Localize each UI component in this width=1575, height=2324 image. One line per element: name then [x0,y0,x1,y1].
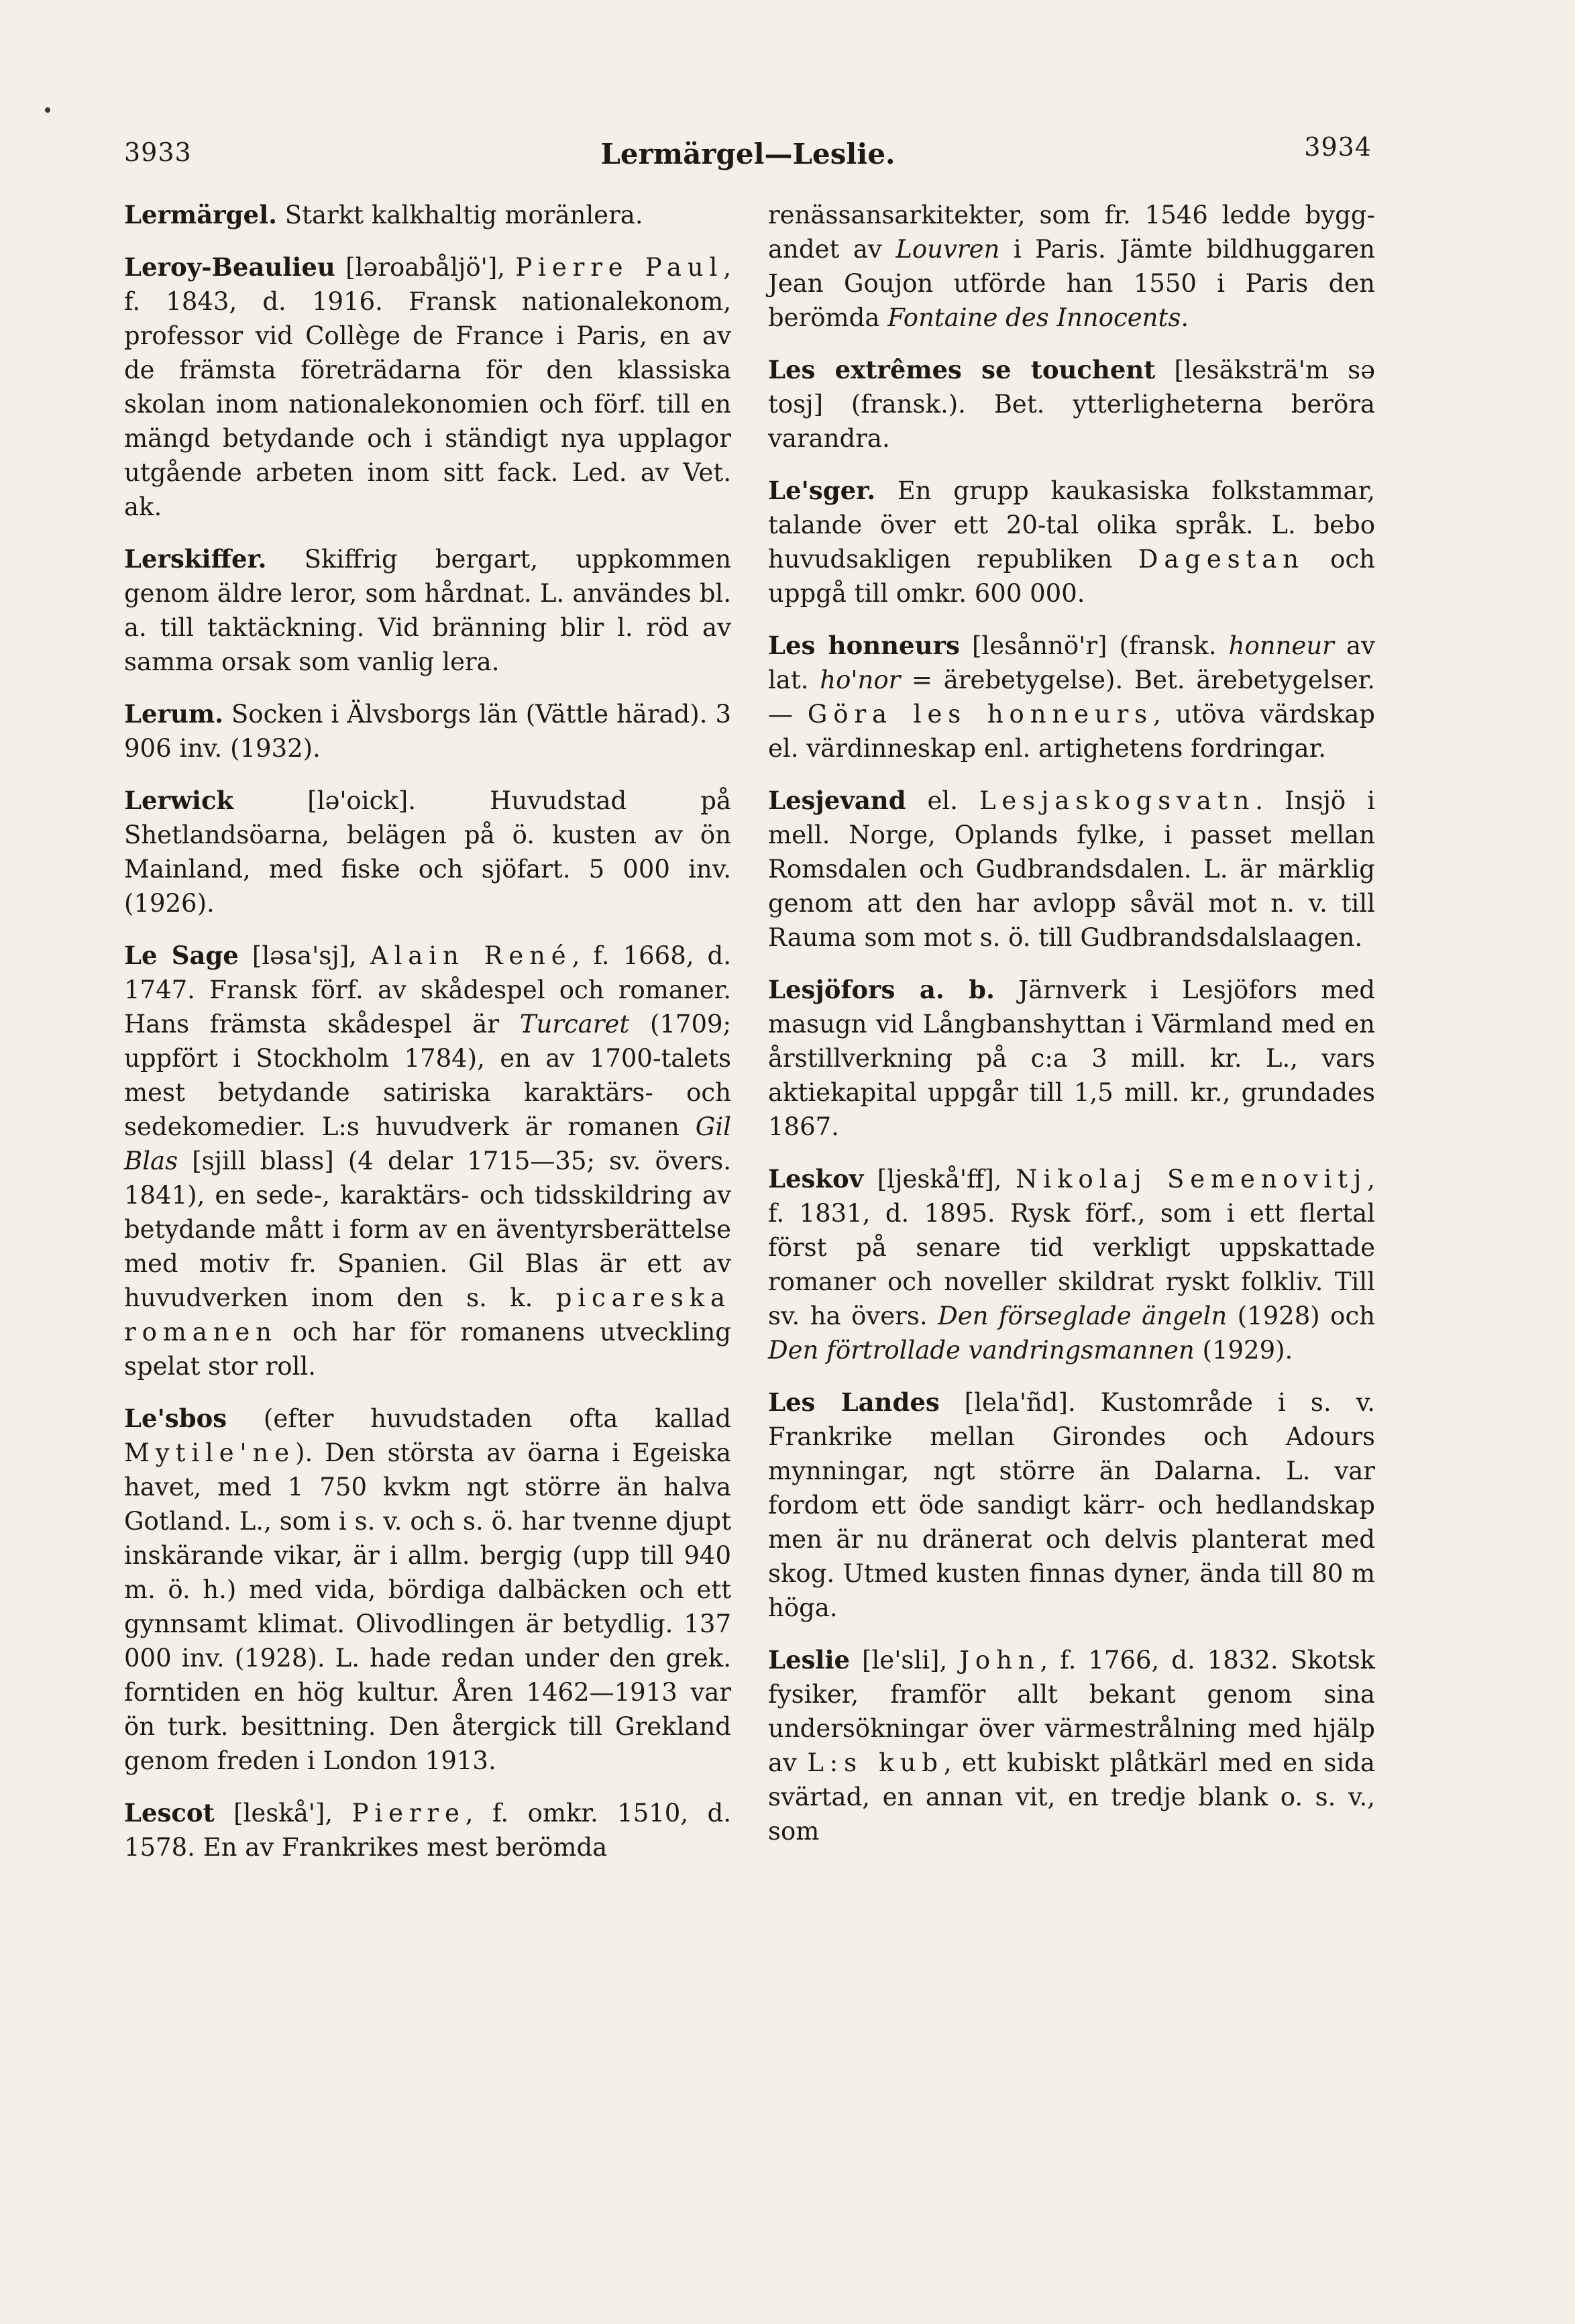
italic-title: Den förseglade ängeln [938,1302,1228,1330]
entry-text: [lesäksträ'm sə tosj] (fransk.). Bet. ytterligheterna beröra varandra. [768,356,1375,453]
spaced-name: Nikolaj Semenovitj [1016,1165,1368,1194]
entry-lesbos [124,1402,731,1778]
entry-text: (1709; uppfört i Stockholm 1784), en av 1700-talets mest betydande satiriska karaktärs- och sedekomedier. L:s huvudverk är romanen [124,1010,732,1141]
spaced-name: Lesjaskogsvatn [979,786,1256,815]
entry-text: = ärebetygelse). Bet. ärebetygelser. — [768,666,1375,729]
italic-title: Den förtrollade vandringsmannen [768,1336,1195,1365]
entry-lerwick [124,784,731,920]
entry-text: [lesånnö'r] (fransk. [959,631,1229,660]
entry-text: , f. 1668, d. 1747. Fransk förf. av skådespel och romaner. Hans främsta skådespel är [124,941,732,1039]
entry-lesger [768,474,1375,611]
entry-text: renässansarkitekter, som fr. 1546 ledde bygg-andet av [768,201,1375,264]
entry-text: (1929). [1194,1336,1293,1365]
entry-lescot-continued [768,198,1375,335]
spaced-name: Pierre Paul [515,253,724,282]
headword: Lesjevand [768,786,906,815]
headword: Les extrêmes se touchent [768,355,1156,384]
italic-title: Louvren [895,235,1000,264]
spaced-term: picareska romanen [124,1283,731,1346]
entry-lermargel [124,198,731,232]
entry-text: , f. 1843, d. 1916. Fransk nationalekonom, professor vid Collège de France i Paris, en av de främsta företrädarna för den klassiska skolan inom nationalekonomien och förf. till en mängd betydande och i ständigt nya upplagor utgående arbeten inom sitt fack. Led. av Vet. ak. [124,253,732,521]
headword: Lerskiffer. [124,544,267,574]
entry-text: , ett kubiskt plåtkärl med en sida svärtad, en annan vit, en tredje blank o. s. v., som [768,1748,1375,1846]
headword: Leskov [768,1164,864,1194]
spaced-name: Alain René [370,941,572,970]
entry-text: [sjill blass] (4 delar 1715—35; sv. övers. 1841), en sede-, karaktärs- och tidsskildring av betydande mått i form av en äventyrsberättelse med motiv fr. Spanien. Gil Blas är ett av huvudverken inom den s. k. [124,1147,731,1312]
headword: Lerum. [124,699,223,729]
headword: Leroy-Beaulieu [124,252,335,282]
spaced-name: John [959,1646,1040,1675]
entry-text: [lə'oick]. Huvudstad på Shetlandsöarna, belägen på ö. kusten av ön Mainland, med fiske och sjöfart. 5 000 inv. (1926). [124,786,731,918]
entry-text: (1928) och [1227,1302,1376,1330]
headword: Les Landes [768,1387,940,1417]
pronunciation: [ləsa'sj], [238,941,370,970]
spaced-term: Göra les honneurs [807,700,1154,729]
italic-title: Turcaret [519,1010,630,1039]
spaced-name: Pierre [351,1799,466,1828]
headword: Le'sger. [768,476,876,505]
pronunciation: [ləroabåljö'], [335,253,516,282]
entry-leslie [768,1643,1375,1848]
pronunciation: [le'sli], [850,1646,960,1675]
headword: Leslie [768,1645,851,1675]
column-left [124,198,731,1883]
entry-lerskiffer [124,542,731,679]
entry-text: En grupp kaukasiska folkstammar, talande över ett 20-tal olika språk. L. bebo huvudsakligen republiken [768,476,1375,574]
entry-text: . [1181,303,1189,332]
italic-title: Gil Blas [124,1112,731,1175]
headword: Lescot [124,1798,215,1828]
entry-les-landes [768,1385,1375,1625]
headword: Lesjöfors a. b. [768,975,995,1004]
entry-text: , f. 1766, d. 1832. Skotsk fysiker, framför allt bekant genom sina undersökningar över värmestrålning med hjälp av [768,1646,1375,1777]
entry-lerum [124,697,731,765]
page-number-right: 3934 [1304,132,1372,162]
entry-text: . Insjö i mell. Norge, Oplands fylke, i passet mellan Romsdalen och Gudbrandsdalen. L. är märklig genom att den har avlopp såväl mot n. v. till Rauma som mot s. ö. till Gudbrandsdalslaagen. [768,786,1375,952]
entry-text: och uppgå till omkr. 600 000. [768,545,1376,608]
headword: Le Sage [124,941,239,970]
column-right [768,198,1375,1866]
entry-text: [lela'ñd]. Kustområde i s. v. Frankrike mellan Girondes och Adours mynningar, ngt större än Dalarna. L. var fordom ett öde sandigt kärr- och hedlandskap men är nu dränerat och delvis planterat med skog. Utmed kusten finnas dyner, ända till 80 m höga. [768,1388,1375,1622]
headword: Les honneurs [768,631,960,660]
entry-text: Järnverk i Lesjöfors med masugn vid Långbanshyttan i Värmland med en årstillverkning på c:a 3 mill. kr. L., vars aktiekapital uppgår till 1,5 mill. kr., grundades 1867. [768,975,1375,1141]
entry-lesjevand [768,784,1375,955]
entry-text: , utöva värdskap el. värdinneskap enl. artighetens fordringar. [768,700,1375,763]
entry-les-extremes [768,353,1375,456]
italic-title: Fontaine des Innocents [887,303,1181,332]
entry-les-honneurs [768,629,1375,765]
page-header [124,132,1372,178]
spaced-term: L:s kub [807,1748,944,1777]
headword: Lermärgel. [124,200,278,229]
pronunciation: [leskå'], [214,1799,352,1828]
italic-term: honneur [1228,631,1334,660]
italic-term: ho'nor [820,666,901,694]
entry-text: , f. omkr. 1510, d. 1578. En av Frankrikes mest berömda [124,1799,731,1862]
entry-leskov [768,1162,1375,1367]
running-title: Lermärgel—Leslie. [600,138,895,170]
entry-text: , f. 1831, d. 1895. Rysk förf., som i ett flertal först på senare tid verkligt uppskattade romaner och noveller skildrat ryskt folkliv. Till sv. ha övers. [768,1165,1376,1330]
entry-text: i Paris. Jämte bildhuggaren Jean Goujon utförde han 1550 i Paris den berömda [768,235,1375,332]
headword: Le'sbos [124,1404,227,1433]
entry-text: Socken i Älvsborgs län (Vättle härad). 3 906 inv. (1932). [124,700,731,763]
entry-text: Starkt kalkhaltig moränlera. [277,201,643,229]
pronunciation: [ljeskå'ff], [863,1165,1016,1194]
entry-text: ). Den största av öarna i Egeiska havet, med 1 750 kvkm ngt större än halva Gotland. L., som i s. v. och s. ö. har tvenne djupt inskärande vikar, är i allm. bergig (upp till 940 m. ö. h.) med vida, bördiga dalbäcken och ett gynnsamt klimat. Olivodlingen är betydlig. 137 000 inv. (1928). L. hade redan under den grek. forntiden en hög kultur. Åren 1462—1913 var ön turk. besittning. Den återgick till Grekland genom freden i London 1913. [124,1438,731,1775]
entry-lescot [124,1796,731,1864]
spaced-name: Mytile'ne [124,1438,296,1467]
entry-text: och har för romanens utveckling spelat stor roll. [124,1318,731,1381]
spaced-name: Dagestan [1138,545,1305,574]
entry-le-sage [124,939,731,1383]
entry-text: el. [906,786,979,815]
entry-text: Skiffrig bergart, uppkommen genom äldre leror, som hårdnat. L. användes bl. a. till taktäckning. Vid bränning blir l. röd av samma orsak som vanlig lera. [124,545,731,676]
speck-mark [45,107,50,113]
entry-text: av lat. [768,631,1375,694]
entry-lesjofors [768,973,1375,1144]
page-number-left: 3933 [124,138,192,167]
headword: Lerwick [124,786,234,815]
entry-leroy-beaulieu [124,250,731,524]
entry-text: (efter huvudstaden ofta kallad [227,1404,731,1433]
